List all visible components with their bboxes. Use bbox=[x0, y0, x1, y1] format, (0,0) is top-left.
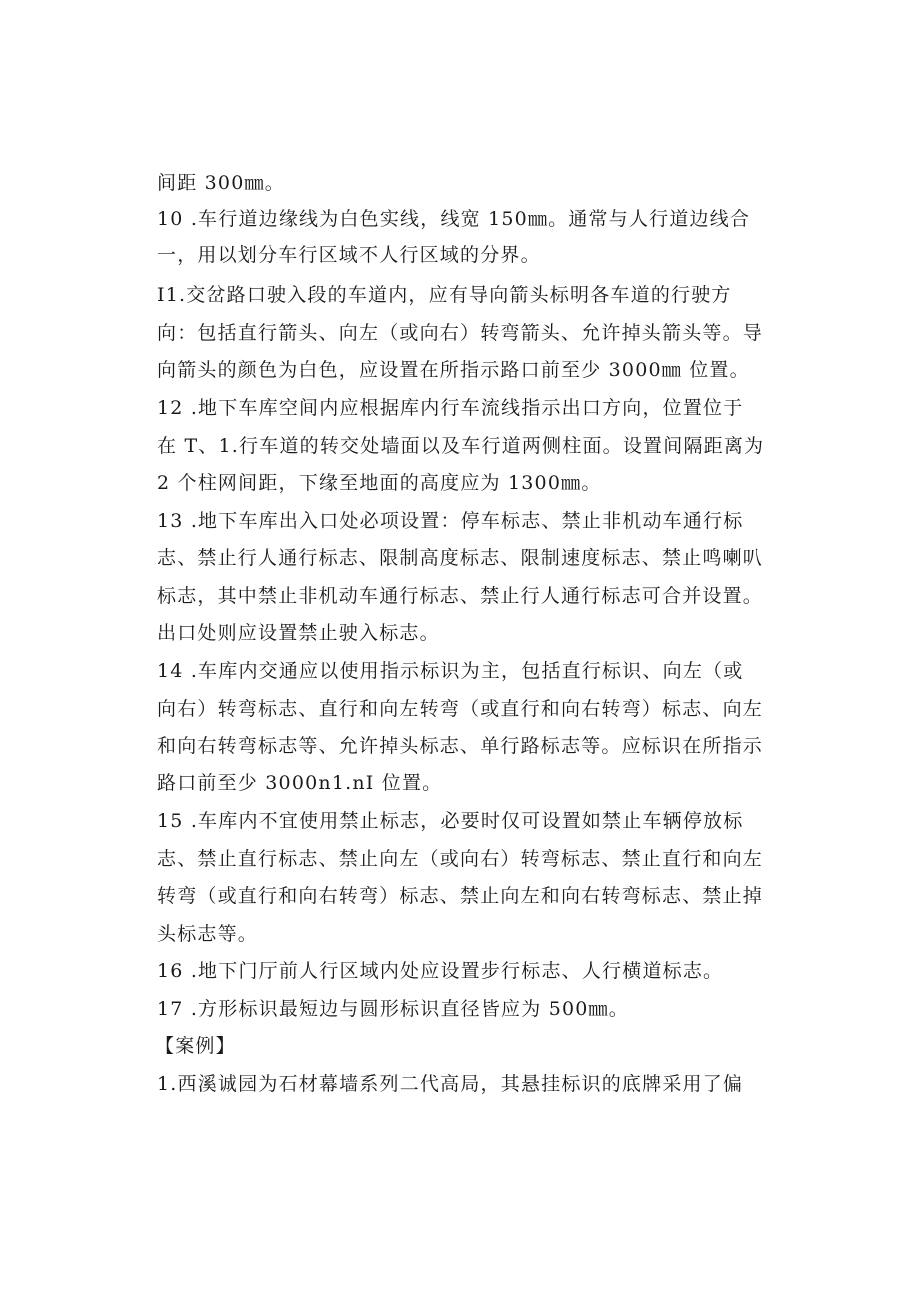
text-line: 15 .车库内不宜使用禁止标志，必要时仅可设置如禁止车辆停放标 bbox=[157, 810, 744, 832]
text-line: 10 .车行道边缘线为白色实线，线宽 150㎜。通常与人行道边线合 bbox=[157, 208, 751, 230]
text-line: 向：包括直行箭头、向左（或向右）转弯箭头、允许掉头箭头等。导 bbox=[157, 322, 764, 344]
text-line: 志、禁止行人通行标志、限制高度标志、限制速度标志、禁止鸣喇叭 bbox=[157, 547, 764, 569]
text-line: 头标志等。 bbox=[157, 923, 259, 945]
text-line: 和向右转弯标志等、允许掉头标志、单行路标志等。应标识在所指示 bbox=[157, 735, 764, 757]
text-line: 路口前至少 3000n1.nI 位置。 bbox=[157, 772, 443, 794]
text-line: 出口处则应设置禁止驶入标志。 bbox=[157, 622, 440, 644]
text-line: 13 .地下车库出入口处必项设置：停车标志、禁止非机动车通行标 bbox=[157, 510, 744, 532]
text-line: 间距 300㎜。 bbox=[157, 172, 285, 194]
text-line: 向右）转弯标志、直行和向左转弯（或直行和向右转弯）标志、向左 bbox=[157, 698, 764, 720]
text-line: 在 T、1.行车道的转交处墙面以及车行道两侧柱面。设置间隔距离为 bbox=[157, 435, 765, 457]
text-line: 一，用以划分车行区域不人行区域的分界。 bbox=[157, 244, 541, 266]
text-line: 2 个柱网间距，下缘至地面的高度应为 1300㎜。 bbox=[157, 472, 602, 494]
text-line: 志、禁止直行标志、禁止向左（或向右）转弯标志、禁止直行和向左 bbox=[157, 848, 764, 870]
case-text-line: 1.西溪诚园为石材幕墙系列二代高局，其悬挂标识的底牌采用了偏 bbox=[157, 1073, 744, 1095]
case-heading: 【案例】 bbox=[155, 1035, 236, 1057]
text-line: 标志，其中禁止非机动车通行标志、禁止行人通行标志可合并设置。 bbox=[157, 585, 764, 607]
text-line: I1.交岔路口驶入段的车道内，应有导向箭头标明各车道的行驶方 bbox=[157, 284, 732, 306]
text-line: 17 .方形标识最短边与圆形标识直径皆应为 500㎜。 bbox=[157, 998, 629, 1020]
text-line: 转弯（或直行和向右转弯）标志、禁止向左和向右转弯标志、禁止掉 bbox=[157, 885, 764, 907]
text-line: 16 .地下门厅前人行区域内处应设置步行标志、人行横道标志。 bbox=[157, 960, 724, 982]
text-line: 14 .车库内交通应以使用指示标识为主，包括直行标识、向左（或 bbox=[157, 660, 744, 682]
text-line: 12 .地下车库空间内应根据库内行车流线指示出口方向，位置位于 bbox=[157, 397, 744, 419]
text-line: 向箭头的颜色为白色，应设置在所指示路口前至少 3000㎜ 位置。 bbox=[157, 359, 750, 381]
